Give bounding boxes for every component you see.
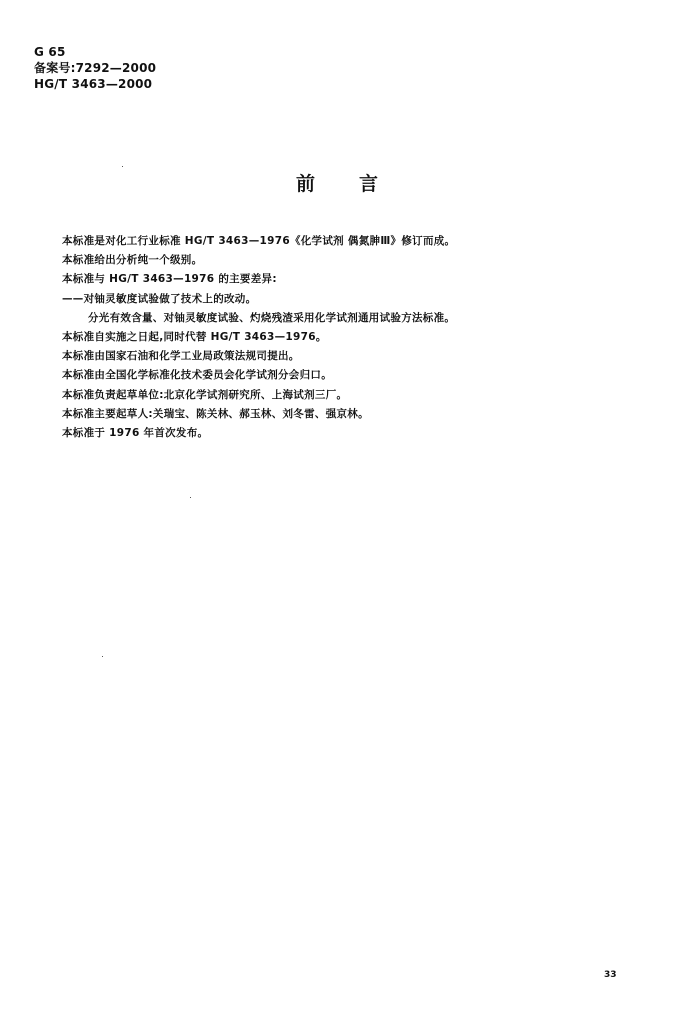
classification-code: G 65 [34, 45, 66, 59]
page-number: 33 [604, 970, 617, 980]
paragraph: 分光有效含量、对铀灵敏度试验、灼烧残渣采用化学试剂通用试验方法标准。 [88, 311, 456, 324]
page-title: 前言 [295, 173, 422, 195]
scan-speck [122, 166, 123, 167]
standard-code: HG/T 3463—2000 [34, 77, 153, 91]
paragraph: ——对铀灵敏度试验做了技术上的改动。 [62, 292, 257, 305]
paragraph: 本标准与 HG/T 3463—1976 的主要差异: [62, 273, 277, 286]
paragraph: 本标准由全国化学标准化技术委员会化学试剂分会归口。 [62, 369, 332, 382]
paragraph: 本标准负责起草单位:北京化学试剂研究所、上海试剂三厂。 [62, 388, 348, 401]
scan-speck [102, 656, 103, 657]
paragraph: 本标准主要起草人:关瑞宝、陈关林、郝玉林、刘冬雷、强京林。 [62, 407, 369, 420]
paragraph: 本标准由国家石油和化学工业局政策法规司提出。 [62, 350, 300, 363]
document-header [34, 44, 156, 92]
paragraph: 本标准自实施之日起,同时代替 HG/T 3463—1976。 [62, 331, 327, 344]
scan-speck [190, 497, 191, 498]
foreword-body [62, 232, 542, 443]
paragraph: 本标准给出分析纯一个级别。 [62, 254, 203, 267]
record-number: 备案号:7292—2000 [34, 61, 157, 75]
paragraph: 本标准是对化工行业标准 HG/T 3463—1976《化学试剂 偶氮胂Ⅲ》修订而成。 [62, 235, 456, 247]
paragraph: 本标准于 1976 年首次发布。 [62, 427, 209, 440]
